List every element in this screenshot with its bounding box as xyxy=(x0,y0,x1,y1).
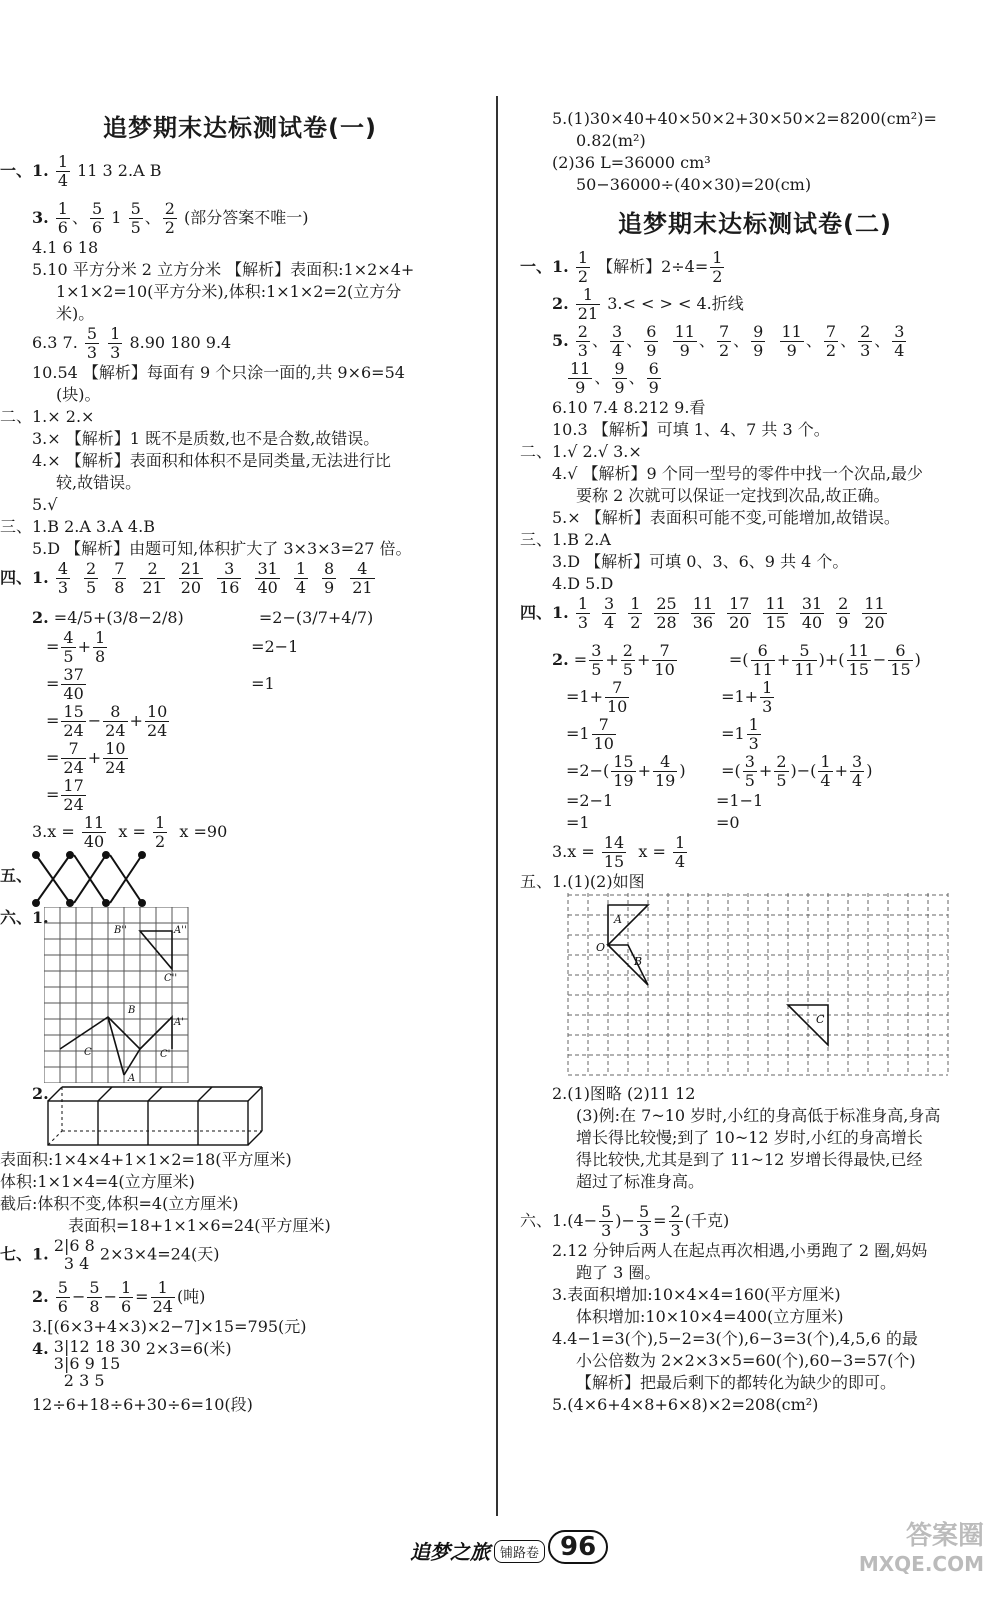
l-s4-q2-row1: 2. =4/5+(3/8−2/8) =2−(3/7+4/7) xyxy=(32,608,374,627)
fraction: $\frac{1}{4}$ xyxy=(57,152,68,190)
pt-label: A'' xyxy=(174,925,187,936)
l-s4-q3: 3.x = $\frac{11}{40}$ x = $\frac{1}{2}$ x =90 xyxy=(32,813,228,851)
r-s1-q1: 一、1. $\frac{1}{2}$ 【解析】2÷4= $\frac{1}{2}$ xyxy=(520,248,723,286)
r-s6-q2a: 2.12 分钟后两人在起点再次相遇,小勇跑了 2 圈,妈妈 xyxy=(552,1241,928,1260)
l-s7-q2: 2. $\frac{5}{6}$ − $\frac{5}{8}$ − $\frac{1}{6}$ = $\frac{1}{24}$ (吨) xyxy=(32,1278,206,1316)
fraction: $\frac{2}{3}$ xyxy=(577,322,588,360)
r-s6-q4a: 4.4−1=3(个),5−2=3(个),6−3=3(个),4,5,6 的最 xyxy=(552,1329,918,1348)
l-s4-q2-row3: = $\frac{37}{40}$ =1 xyxy=(46,665,275,703)
r-s3-q3: 3.D 【解析】可填 0、3、6、9 共 4 个。 xyxy=(552,552,849,571)
r-s1-q2: 2. $\frac{1}{21}$ 3.< < > < 4.折线 xyxy=(552,285,744,323)
fraction: $\frac{11}{9}$ xyxy=(570,359,591,397)
r-s6-q4b: 小公倍数为 2×2×3×5=60(个),60−3=57(个) xyxy=(576,1351,916,1370)
fraction: $\frac{4}{21}$ xyxy=(352,559,373,597)
fraction: $\frac{25}{28}$ xyxy=(656,594,677,632)
fraction: $\frac{2}{5}$ xyxy=(86,559,97,597)
fraction: $\frac{31}{40}$ xyxy=(257,559,278,597)
r-s6-q3b: 体积增加:10×10×4=400(立方厘米) xyxy=(576,1307,844,1326)
fraction: $\frac{11}{9}$ xyxy=(781,322,802,360)
fraction: $\frac{11}{20}$ xyxy=(864,594,885,632)
fraction: $\frac{11}{15}$ xyxy=(765,594,786,632)
fraction: $\frac{2}{21}$ xyxy=(142,559,163,597)
r-s6-q3a: 3.表面积增加:10×4×4=160(平方厘米) xyxy=(552,1285,841,1304)
brand-logo: 追梦之旅 xyxy=(410,1540,490,1564)
r-s4-q2-row5: =2−1 =1−1 xyxy=(566,791,764,810)
pt-label: C' xyxy=(160,1049,171,1060)
l-s1-q10b: (块)。 xyxy=(56,385,101,404)
right-column xyxy=(520,108,990,1416)
pt-label: A xyxy=(128,1073,136,1083)
pt-label: A xyxy=(614,913,622,926)
r-s1-q6: 6.10 7.4 8.212 9.看 xyxy=(552,398,706,417)
r-s2-q1: 二、1.√ 2.√ 3.× xyxy=(520,442,642,461)
fraction: $\frac{7}{2}$ xyxy=(718,322,730,360)
l-s3-q5: 5.D 【解析】由题可知,体积扩大了 3×3×3=27 倍。 xyxy=(32,539,412,558)
r-s5-q2-3c: 得比较快,尤其是到了 11~12 岁增长得最快,已经 xyxy=(576,1150,923,1169)
grid-transform-figure xyxy=(44,907,204,1083)
r-top5a: 5.(1)30×40+40×50×2+30×50×2=8200(cm²)= xyxy=(552,109,937,128)
l-s4-q1: 四、1. $\frac{4}{3}$ $\frac{2}{5}$ $\frac{7}{8}$ $\frac{2}{21}$ $\frac{21}{20}$ $\frac{3}{16}$ $\frac{31}{40}$ $\frac{1}{4}$ $\frac{8}{9}$ $\frac{4}{21}$ xyxy=(0,559,373,597)
l-s6-v: 体积:1×1×4=4(立方厘米) xyxy=(0,1172,195,1191)
r-s1-q10: 10.3 【解析】可填 1、4、7 共 3 个。 xyxy=(552,420,830,439)
fraction: $\frac{3}{4}$ xyxy=(604,594,615,632)
fraction: $\frac{8}{9}$ xyxy=(324,559,335,597)
fraction: $\frac{31}{40}$ xyxy=(801,594,823,632)
l-s6-q1: 六、1. B'' A'' C'' B A' C C' A xyxy=(0,907,480,1083)
fraction: $\frac{6}{9}$ xyxy=(646,322,657,360)
r-s5-q2-1: 2.(1)图略 (2)11 12 xyxy=(552,1084,696,1103)
fraction: $\frac{3}{4}$ xyxy=(612,322,623,360)
pt-label: B xyxy=(128,1005,136,1016)
pt-label: C'' xyxy=(164,973,178,984)
r-s5-q2-3d: 超过了标准身高。 xyxy=(576,1172,705,1191)
l-s2-q4a: 4.× 【解析】表面积和体积不是同类量,无法进行比 xyxy=(32,451,391,470)
l-s2-q3: 3.× 【解析】1 既不是质数,也不是合数,故错误。 xyxy=(32,429,380,448)
r-s6-q2b: 跑了 3 圈。 xyxy=(576,1263,661,1282)
r-s4-q2-row3: =1 $\frac{7}{10}$ =1 $\frac{1}{3}$ xyxy=(566,715,759,753)
test-1-title: 追梦期末达标测试卷(一) xyxy=(103,114,377,142)
fraction: $\frac{4}{3}$ xyxy=(57,559,68,597)
r-top5c: (2)36 L=36000 cm³ xyxy=(552,153,711,172)
l-s4-q2-row4: = $\frac{15}{24}$ − $\frac{8}{24}$ + $\frac{10}{24}$ xyxy=(46,702,168,740)
l-s7-q1: 七、1. 2|6 8 3 4 2×3×4=24(天) xyxy=(0,1236,220,1273)
l-s6-sa: 表面积:1×4×4+1×1×2=18(平方厘米) xyxy=(0,1150,292,1169)
fraction: $\frac{1}{3}$ xyxy=(577,594,588,632)
r-top5d: 50−36000÷(40×30)=20(cm) xyxy=(576,175,812,194)
l-s6-sa2: 表面积=18+1×1×6=24(平方厘米) xyxy=(68,1216,331,1235)
fraction: $\frac{1}{2}$ xyxy=(630,594,641,632)
l-s1-q3: 3. $\frac{1}{6}$ 、 $\frac{5}{6}$ 1 $\frac{5}{5}$ 、 $\frac{2}{2}$ (部分答案不唯一) xyxy=(32,199,309,237)
fraction: $\frac{7}{8}$ xyxy=(114,559,125,597)
cuboid-figure xyxy=(46,1083,266,1149)
pt-label: C xyxy=(84,1047,92,1058)
r-s2-q5: 5.× 【解析】表面积可能不变,可能增加,故错误。 xyxy=(552,508,900,527)
r-s6-q4c: 【解析】把最后剩下的都转化为缺少的即可。 xyxy=(576,1373,897,1392)
r-s6-q5: 5.(4×6+4×8+6×8)×2=208(cm²) xyxy=(552,1395,819,1414)
l-s1-q10a: 10.54 【解析】每面有 9 个只涂一面的,共 9×6=54 xyxy=(32,363,405,382)
fraction: $\frac{11}{9}$ xyxy=(674,322,695,360)
r-s3-q1: 三、1.B 2.A xyxy=(520,530,611,549)
l-s7-q4: 4. 3|12 18 30 3|6 9 15 2 3 5 2×3=6(米) xyxy=(32,1337,232,1390)
fraction: $\frac{11}{36}$ xyxy=(692,594,714,632)
l-s1-q5c: 米)。 xyxy=(56,304,95,323)
test-2-title: 追梦期末达标测试卷(二) xyxy=(618,210,892,238)
fraction: $\frac{17}{20}$ xyxy=(729,594,750,632)
l-s1-q4: 4.1 6 18 xyxy=(32,238,99,257)
l-s1-q6: 6.3 7. $\frac{5}{3}$ $\frac{1}{3}$ 8.90 180 9.4 xyxy=(32,324,232,362)
l-s6-q2: 2. xyxy=(0,1083,480,1149)
r-s1-q5-line2: $\frac{11}{9}$ 、 $\frac{9}{9}$ 、 $\frac{6}{9}$ xyxy=(570,359,659,397)
r-top5b: 0.82(m²) xyxy=(576,131,646,150)
pt-label: B'' xyxy=(114,925,127,936)
fraction: $\frac{7}{2}$ xyxy=(825,322,837,360)
r-s4-q3: 3.x = $\frac{14}{15}$ x = $\frac{1}{4}$ xyxy=(552,833,686,871)
fraction: $\frac{3}{16}$ xyxy=(219,559,240,597)
l-s6-cut: 截后:体积不变,体积=4(立方厘米) xyxy=(0,1194,239,1213)
pt-label: A' xyxy=(174,1017,184,1028)
l-s2-q5: 5.√ xyxy=(32,495,58,514)
l-s4-q2-row6: = $\frac{17}{24}$ xyxy=(46,776,84,814)
l-s1-q1: 一、1. $\frac{1}{4}$ 11 3 2.A B xyxy=(0,152,162,190)
fraction: $\frac{21}{20}$ xyxy=(180,559,202,597)
r-s4-q2-row4: =2−( $\frac{15}{19}$ + $\frac{4}{19}$ ) =( $\frac{3}{5}$ + $\frac{2}{5}$ )−( $\frac{1}{4}$ + $\frac{3}{4}$ ) xyxy=(566,752,873,790)
fraction: $\frac{2}{3}$ xyxy=(860,322,871,360)
l-s1-q5a: 5.10 平方分米 2 立方分米 【解析】表面积:1×2×4+ xyxy=(32,260,415,279)
r-s4-q2-row2: =1+ $\frac{7}{10}$ =1+ $\frac{1}{3}$ xyxy=(566,678,773,716)
r-s5-grid xyxy=(520,893,990,1083)
r-s3-q4: 4.D 5.D xyxy=(552,574,614,593)
fraction: $\frac{9}{9}$ xyxy=(614,359,625,397)
l-s1-q5b: 1×1×2=10(平方分米),体积:1×1×2=2(立方分 xyxy=(56,282,402,301)
matching-lines xyxy=(30,851,160,907)
fraction: $\frac{1}{4}$ xyxy=(295,559,306,597)
l-s2-q1: 二、1.× 2.× xyxy=(0,407,95,426)
r-s2-q4a: 4.√ 【解析】9 个同一型号的零件中找一个次品,最少 xyxy=(552,464,923,483)
l-s7-q3: 3.[(6×3+4×3)×2−7]×15=795(元) xyxy=(32,1317,307,1336)
pt-label: C xyxy=(816,1013,825,1026)
r-s6-q1: 六、1.(4− $\frac{5}{3}$ )− $\frac{5}{3}$ = $\frac{2}{3}$ (千克) xyxy=(520,1202,730,1240)
r-s5-q1: 五、1.(1)(2)如图 xyxy=(520,872,645,891)
left-column xyxy=(0,100,480,1416)
fraction: $\frac{6}{9}$ xyxy=(648,359,659,397)
fraction: $\frac{3}{4}$ xyxy=(894,322,905,360)
pt-label: O xyxy=(596,941,606,954)
r-s1-q5: 5. $\frac{2}{3}$ 、 $\frac{3}{4}$ 、 $\frac{6}{9}$ $\frac{11}{9}$ 、 $\frac{7}{2}$ 、 $\frac{9}{9}$ $\frac{11}{9}$ 、 $\frac{7}{2}$ 、 $\frac{2}{3}$ 、 $\frac{3}{4}$ xyxy=(552,322,905,360)
rotation-grid-figure xyxy=(564,893,964,1079)
r-s4-q1: 四、1. $\frac{1}{3}$ $\frac{3}{4}$ $\frac{1}{2}$ $\frac{25}{28}$ $\frac{11}{36}$ $\frac{17}{20}$ $\frac{11}{15}$ $\frac{31}{40}$ $\frac{2}{9}$ $\frac{11}{20}$ xyxy=(520,594,885,632)
r-s5-q2-3a: (3)例:在 7~10 岁时,小红的身高低于标准身高,身高 xyxy=(576,1106,941,1125)
page-number: 96 xyxy=(548,1530,608,1564)
column-divider xyxy=(496,96,498,1516)
l-s3-q1: 三、1.B 2.A 3.A 4.B xyxy=(0,517,155,536)
r-s4-q2-row6: =1 =0 xyxy=(566,813,740,832)
r-s4-q2-row1: 2. = $\frac{3}{5}$ + $\frac{2}{5}$ + $\frac{7}{10}$ =( $\frac{6}{11}$ + $\frac{5}{11}$ )+( $\frac{11}{15}$ − $\frac{6}{15}$ ) xyxy=(552,641,921,679)
fraction: $\frac{2}{9}$ xyxy=(838,594,849,632)
l-s4-q2-row2: = $\frac{4}{5}$ + $\frac{1}{8}$ =2−1 xyxy=(46,628,299,666)
watermark: 答案圈 MXQE.COM xyxy=(858,1521,984,1576)
pt-label: B xyxy=(634,955,643,968)
fraction: $\frac{9}{9}$ xyxy=(753,322,764,360)
l-s2-q4b: 较,故错误。 xyxy=(56,473,142,492)
brand-sub: 铺路卷 xyxy=(494,1540,545,1563)
r-s5-q2-3b: 增长得比较慢;到了 10~12 岁时,小红的身高增长 xyxy=(576,1128,923,1147)
l-s4-q2-row5: = $\frac{7}{24}$ + $\frac{10}{24}$ xyxy=(46,739,126,777)
r-s2-q4b: 要称 2 次就可以保证一定找到次品,故正确。 xyxy=(576,486,890,505)
l-s7-q4-last: 12÷6+18÷6+30÷6=10(段) xyxy=(32,1395,253,1414)
page-footer xyxy=(0,1521,996,1578)
l-s5-matching: 五、 xyxy=(0,851,480,907)
